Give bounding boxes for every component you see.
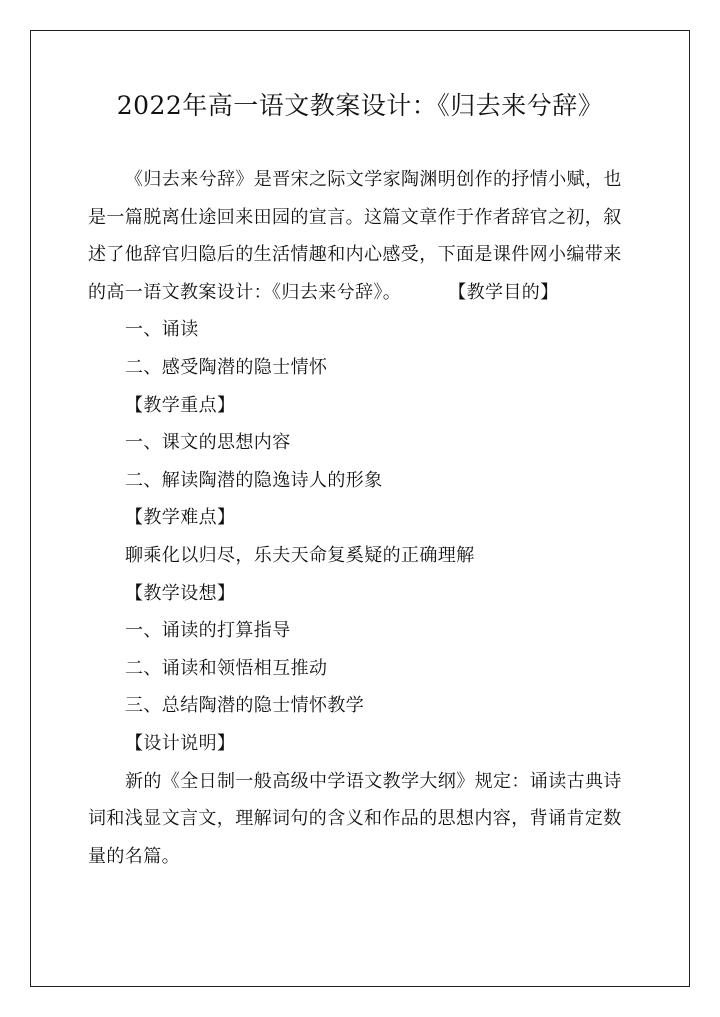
difficulties-heading: 【教学难点】 (125, 507, 236, 529)
design-heading: 【教学设想】 (125, 582, 236, 604)
intro-paragraph (88, 161, 633, 311)
intro-text: 《归去来兮辞》是晋宋之际文学家陶渊明创作的抒情小赋，也是一篇脱离仕途回来田园的宣言。这篇文章作于作者辞官之初，叙述了他辞官归隐后的生活情趣和内心感受，下面是课件网小编带来的高一语文教案设计：《归去来兮辞》。 (88, 169, 622, 303)
key-point-item-1: 一、课文的思想内容 (125, 432, 291, 454)
key-point-item-2: 二、解读陶潜的隐逸诗人的形象 (125, 469, 383, 491)
design-item-1: 一、诵读的打算指导 (125, 620, 291, 642)
document-body (88, 161, 633, 875)
document-title: 2022年高一语文教案设计：《归去来兮辞》 (116, 91, 604, 120)
notes-paragraph: 新的《全日制一般高级中学语文教学大纲》规定：诵读古典诗词和浅显文言文，理解词句的含义和作品的思想内容，背诵肯定数量的名篇。 (88, 770, 622, 867)
objective-item-2: 二、感受陶潜的隐士情怀 (125, 356, 328, 378)
objectives-heading: 【教学目的】 (457, 281, 559, 303)
design-item-2: 二、诵读和领悟相互推动 (125, 657, 328, 679)
key-points-heading: 【教学重点】 (125, 394, 236, 416)
objective-item-1: 一、诵读 (125, 319, 199, 341)
design-item-3: 三、总结陶潜的隐士情怀教学 (125, 695, 365, 717)
notes-heading: 【设计说明】 (125, 732, 236, 754)
difficulty-item-1: 聊乘化以归尽，乐夫天命复奚疑的正确理解 (125, 544, 475, 566)
